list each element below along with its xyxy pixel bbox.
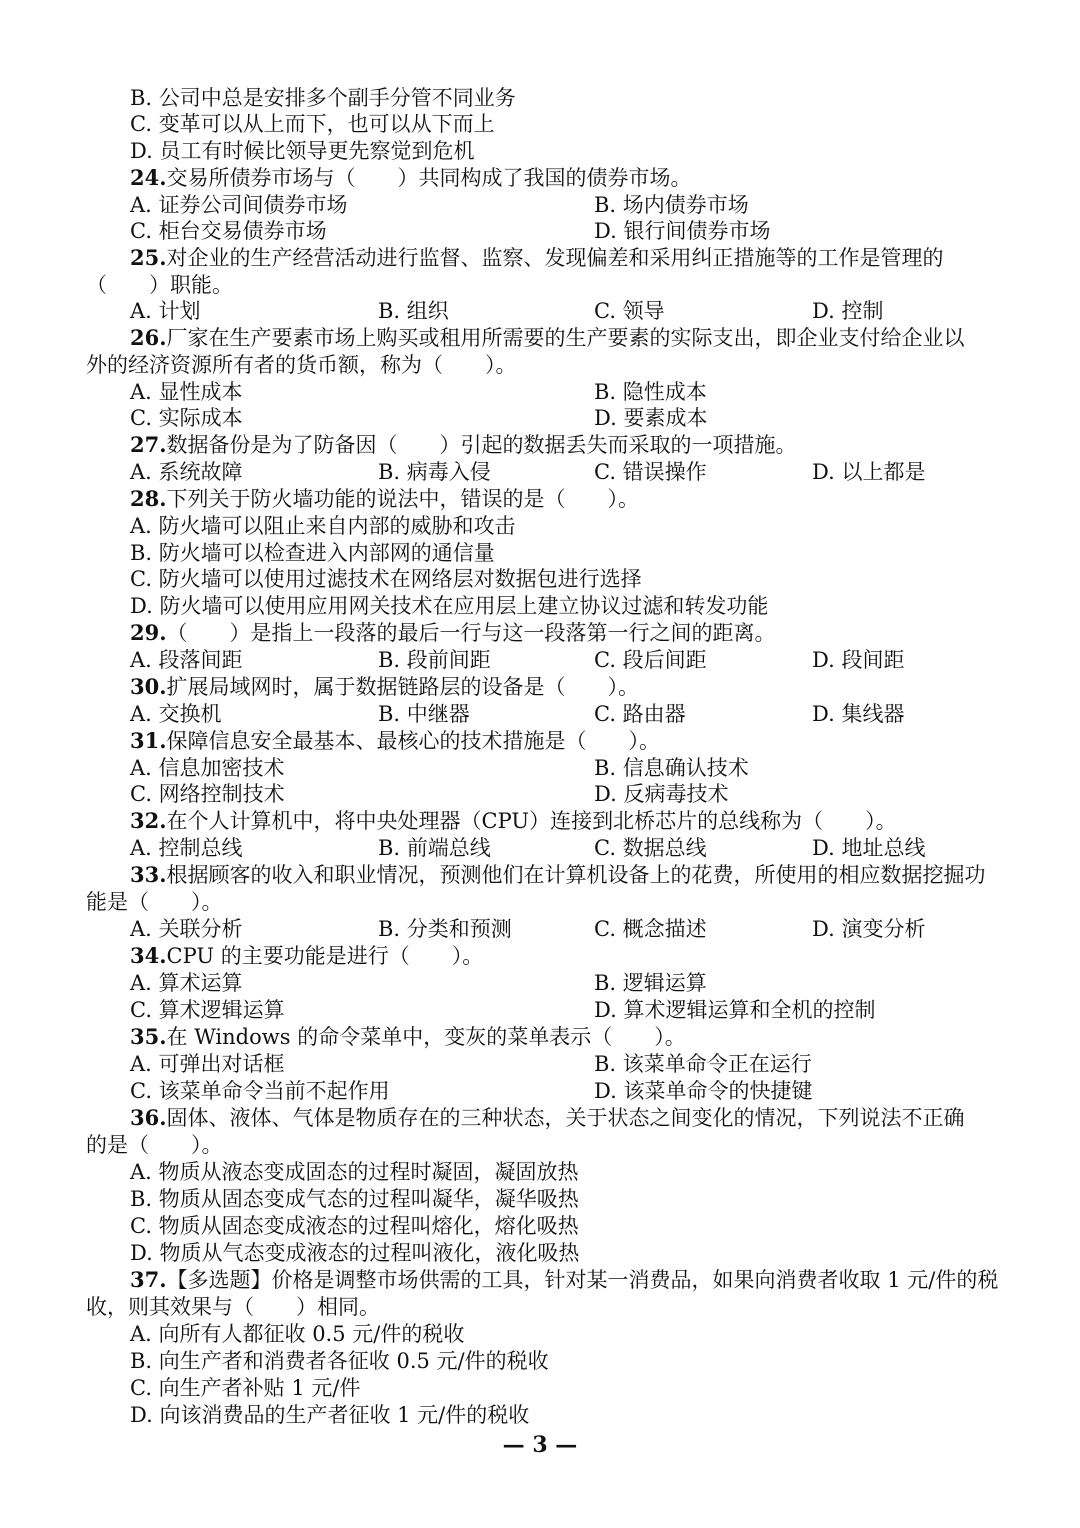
option: B. 向生产者和消费者各征收 0.5 元/件的税收 bbox=[130, 1349, 549, 1373]
question-number: 35. bbox=[130, 1024, 167, 1049]
option: B. 逻辑运算 bbox=[594, 971, 707, 995]
option: A. 显性成本 bbox=[130, 380, 243, 404]
option: C. 概念描述 bbox=[594, 917, 707, 941]
option: B. 前端总线 bbox=[378, 836, 491, 860]
question-stem bbox=[130, 325, 965, 351]
stem-text: 固体、液体、气体是物质存在的三种状态，关于状态之间变化的情况，下列说法不正确 bbox=[166, 1106, 965, 1130]
question-number: 36. bbox=[130, 1105, 167, 1130]
option: A. 物质从液态变成固态的过程时凝固，凝固放热 bbox=[130, 1160, 579, 1184]
stem-text: 能是（ ）。 bbox=[86, 890, 223, 914]
option: D. 防火墙可以使用应用网关技术在应用层上建立协议过滤和转发功能 bbox=[130, 594, 769, 618]
stem-text: 保障信息安全最基本、最核心的技术措施是（ ）。 bbox=[166, 729, 661, 753]
question-number: 24. bbox=[130, 165, 167, 190]
option: B. 段前间距 bbox=[378, 648, 491, 672]
stem-text: 外的经济资源所有者的货币额，称为（ ）。 bbox=[86, 353, 517, 377]
option: A. 防火墙可以阻止来自内部的威胁和攻击 bbox=[130, 514, 516, 538]
option: C. 网络控制技术 bbox=[130, 782, 285, 806]
stem-text: 数据备份是为了防备因（ ）引起的数据丢失而采取的一项措施。 bbox=[166, 433, 797, 457]
option: B. 场内债券市场 bbox=[594, 193, 749, 217]
option: C. 物质从固态变成液态的过程叫熔化，熔化吸热 bbox=[130, 1214, 579, 1238]
question-number: 37. bbox=[130, 1267, 167, 1292]
stem-text: （ ）职能。 bbox=[86, 273, 233, 297]
option: A. 算术运算 bbox=[130, 971, 243, 995]
question-number: 26. bbox=[130, 325, 167, 350]
option: A. 计划 bbox=[130, 299, 201, 323]
option: D. 银行间债券市场 bbox=[594, 219, 771, 243]
stem-text: 交易所债券市场与（ ）共同构成了我国的债券市场。 bbox=[166, 166, 692, 190]
question-number: 31. bbox=[130, 728, 167, 753]
option: D. 物质从气态变成液态的过程叫液化，液化吸热 bbox=[130, 1241, 580, 1265]
option: C. 向生产者补贴 1 元/件 bbox=[130, 1376, 361, 1400]
question-stem bbox=[130, 728, 660, 754]
option: D. 员工有时候比领导更先察觉到危机 bbox=[130, 139, 475, 163]
option: C. 错误操作 bbox=[594, 460, 707, 484]
stem-text: 下列关于防火墙功能的说法中，错误的是（ ）。 bbox=[166, 487, 640, 511]
option: A. 可弹出对话框 bbox=[130, 1052, 285, 1076]
question-stem bbox=[130, 620, 776, 646]
option: D. 反病毒技术 bbox=[594, 782, 729, 806]
option: B. 中继器 bbox=[378, 702, 470, 726]
option: C. 段后间距 bbox=[594, 648, 707, 672]
question-stem bbox=[130, 165, 692, 191]
option: C. 实际成本 bbox=[130, 406, 243, 430]
question-stem bbox=[130, 674, 639, 700]
question-number: 33. bbox=[130, 862, 167, 887]
option: D. 向该消费品的生产者征收 1 元/件的税收 bbox=[130, 1403, 530, 1427]
stem-text: 对企业的生产经营活动进行监督、监察、发现偏差和采用纠正措施等的工作是管理的 bbox=[166, 246, 944, 270]
option: D. 算术逻辑运算和全机的控制 bbox=[594, 998, 876, 1022]
stem-text: 的是（ ）。 bbox=[86, 1133, 223, 1157]
question-stem bbox=[130, 808, 897, 834]
option: C. 变革可以从上而下，也可以从下而上 bbox=[130, 112, 495, 136]
option: C. 柜台交易债券市场 bbox=[130, 219, 327, 243]
question-stem bbox=[130, 943, 483, 969]
option: A. 向所有人都征收 0.5 元/件的税收 bbox=[130, 1322, 465, 1346]
option: A. 关联分析 bbox=[130, 917, 243, 941]
question-number: 29. bbox=[130, 620, 167, 645]
question-stem bbox=[130, 862, 986, 888]
option: D. 控制 bbox=[812, 299, 884, 323]
question-stem bbox=[130, 1024, 686, 1050]
question-number: 32. bbox=[130, 808, 167, 833]
option: A. 信息加密技术 bbox=[130, 756, 285, 780]
stem-text: 【多选题】价格是调整市场供需的工具，针对某一消费品，如果向消费者收取 1 元/件的税 bbox=[166, 1268, 999, 1292]
option: B. 信息确认技术 bbox=[594, 756, 749, 780]
stem-text: 扩展局域网时，属于数据链路层的设备是（ ）。 bbox=[166, 675, 640, 699]
option: D. 演变分析 bbox=[812, 917, 926, 941]
question-number: 30. bbox=[130, 674, 167, 699]
option: C. 领导 bbox=[594, 299, 665, 323]
question-stem bbox=[130, 245, 944, 271]
option: D. 以上都是 bbox=[812, 460, 926, 484]
option: D. 段间距 bbox=[812, 648, 905, 672]
option: A. 段落间距 bbox=[130, 648, 243, 672]
option: A. 系统故障 bbox=[130, 460, 243, 484]
stem-text: （ ）是指上一段落的最后一行与这一段落第一行之间的距离。 bbox=[166, 621, 776, 645]
stem-text: 厂家在生产要素市场上购买或租用所需要的生产要素的实际支出，即企业支付给企业以 bbox=[166, 326, 965, 350]
option: B. 防火墙可以检查进入内部网的通信量 bbox=[130, 541, 495, 565]
page-number: — 3 — bbox=[502, 1432, 578, 1458]
question-number: 34. bbox=[130, 943, 167, 968]
option: B. 隐性成本 bbox=[594, 380, 707, 404]
option: B. 分类和预测 bbox=[378, 917, 512, 941]
question-number: 27. bbox=[130, 432, 167, 457]
option: C. 路由器 bbox=[594, 702, 686, 726]
option: D. 集线器 bbox=[812, 702, 905, 726]
option: A. 交换机 bbox=[130, 702, 222, 726]
option: B. 物质从固态变成气态的过程叫凝华，凝华吸热 bbox=[130, 1187, 579, 1211]
option: B. 该菜单命令正在运行 bbox=[594, 1052, 812, 1076]
option: B. 公司中总是安排多个副手分管不同业务 bbox=[130, 86, 516, 110]
stem-text: 收，则其效果与（ ）相同。 bbox=[86, 1295, 380, 1319]
option: B. 组织 bbox=[378, 299, 449, 323]
option: C. 该菜单命令当前不起作用 bbox=[130, 1079, 390, 1103]
question-stem bbox=[130, 1267, 998, 1293]
question-number: 25. bbox=[130, 245, 167, 270]
option: A. 证券公司间债券市场 bbox=[130, 193, 348, 217]
stem-text: 在 Windows 的命令菜单中，变灰的菜单表示（ ）。 bbox=[166, 1025, 686, 1049]
question-stem bbox=[130, 432, 797, 458]
option: C. 防火墙可以使用过滤技术在网络层对数据包进行选择 bbox=[130, 567, 642, 591]
option: D. 地址总线 bbox=[812, 836, 926, 860]
stem-text: 在个人计算机中，将中央处理器（CPU）连接到北桥芯片的总线称为（ ）。 bbox=[166, 809, 897, 833]
option: C. 算术逻辑运算 bbox=[130, 998, 285, 1022]
option: B. 病毒入侵 bbox=[378, 460, 491, 484]
option: D. 该菜单命令的快捷键 bbox=[594, 1079, 813, 1103]
question-number: 28. bbox=[130, 486, 167, 511]
question-stem bbox=[130, 1105, 965, 1131]
option: D. 要素成本 bbox=[594, 406, 708, 430]
stem-text: CPU 的主要功能是进行（ ）。 bbox=[166, 944, 484, 968]
stem-text: 根据顾客的收入和职业情况，预测他们在计算机设备上的花费，所使用的相应数据挖掘功 bbox=[166, 863, 986, 887]
option: C. 数据总线 bbox=[594, 836, 707, 860]
question-stem bbox=[130, 486, 639, 512]
option: A. 控制总线 bbox=[130, 836, 243, 860]
